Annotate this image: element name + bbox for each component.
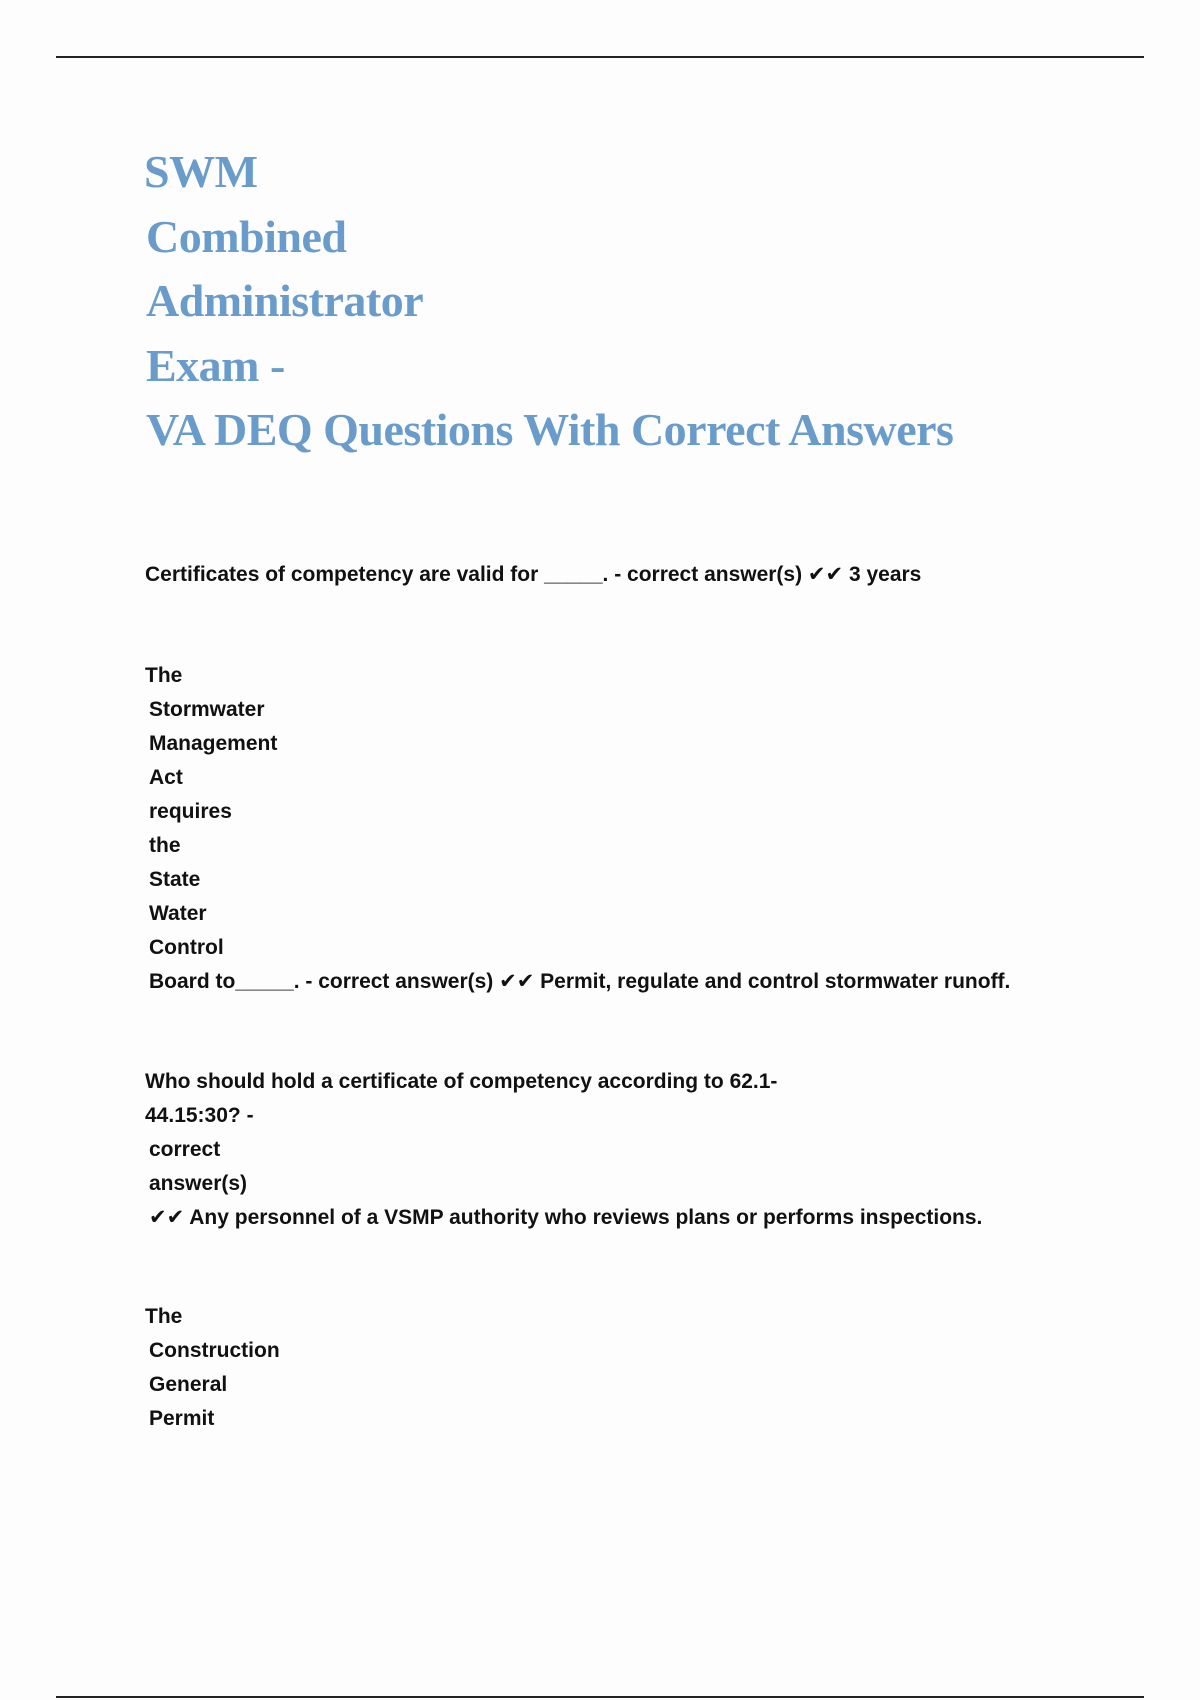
qa-line: Management	[149, 732, 278, 755]
qa-line: correct	[149, 1138, 221, 1161]
qa-line: requires	[149, 800, 232, 823]
title-line: Administrator	[146, 275, 424, 326]
title-line: VA DEQ Questions With Correct Answers	[146, 404, 954, 455]
title-line: Exam -	[146, 339, 285, 391]
qa-line: The	[145, 1305, 183, 1328]
qa-line: Certificates of competency are valid for _____. - correct answer(s) ✔✔ 3 years	[145, 563, 922, 586]
qa-line: the	[149, 834, 181, 857]
qa-line: Board to_____. - correct answer(s) ✔✔ Permit, regulate and control stormwater runoff.	[149, 970, 1011, 993]
qa-line: Permit	[149, 1407, 215, 1430]
qa-line: ✔✔ Any personnel of a VSMP authority who reviews plans or performs inspections.	[149, 1206, 983, 1229]
qa-line: Who should hold a certificate of competency according to 62.1-	[145, 1070, 778, 1093]
qa-item-1	[145, 558, 921, 592]
qa-line: Stormwater	[149, 698, 265, 721]
qa-line: Control	[149, 936, 224, 959]
qa-item-4	[145, 1300, 280, 1436]
bottom-rule	[56, 1696, 1144, 1698]
title-line: Combined	[146, 210, 347, 262]
qa-item-3	[145, 1065, 982, 1235]
qa-item-2	[145, 659, 1010, 999]
top-rule	[56, 56, 1144, 58]
document-title	[146, 140, 1106, 463]
qa-line: Construction	[149, 1339, 280, 1362]
qa-line: answer(s)	[149, 1172, 248, 1195]
qa-line: State	[149, 868, 201, 891]
qa-line: General	[149, 1373, 228, 1396]
title-line: SWM	[144, 146, 258, 197]
qa-line: The	[145, 664, 183, 687]
qa-line: Act	[149, 766, 183, 789]
qa-line: Water	[149, 902, 207, 925]
qa-line: 44.15:30? -	[145, 1104, 254, 1127]
